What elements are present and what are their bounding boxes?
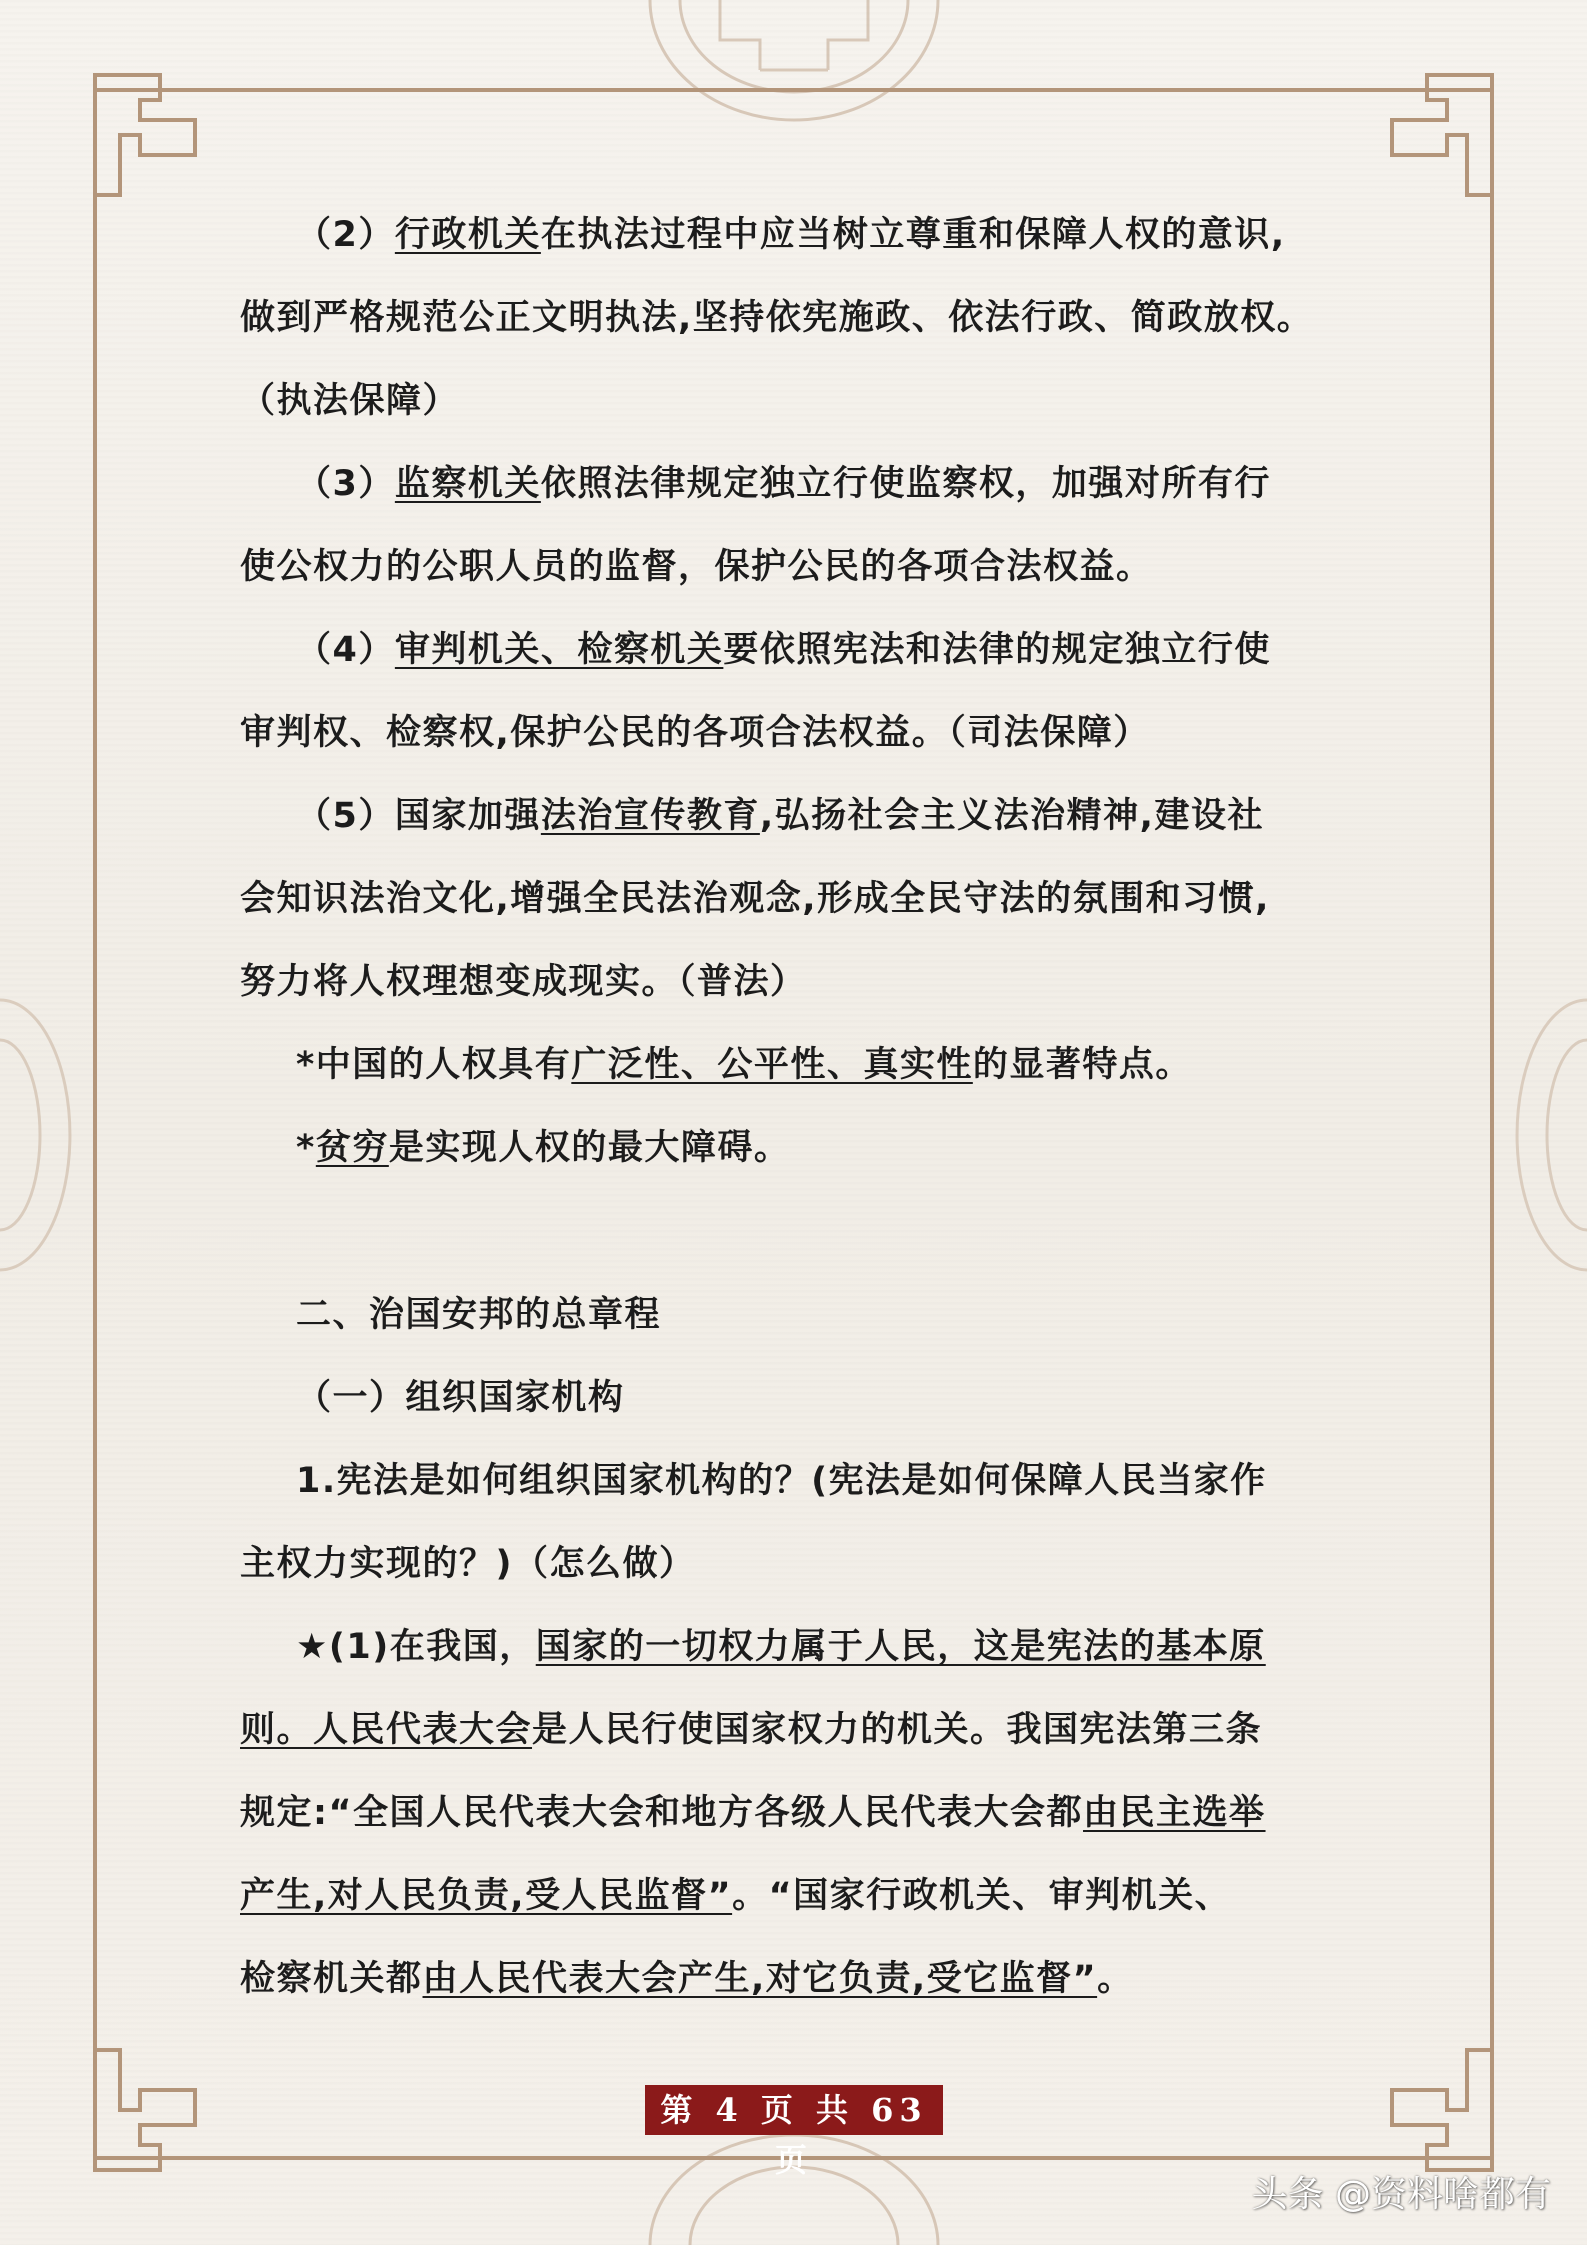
a1-line1 <box>296 1622 1266 1672</box>
p5-line2: 会知识法治文化,增强全民法治观念,形成全民守法的氛围和习惯, <box>240 879 1270 919</box>
p3-key-term: 监察机关 <box>394 464 541 504</box>
a1-quote-start: 规定:“全国人民代表大会和地方各级人民代表大会都 <box>240 1793 1084 1833</box>
p2-line3: （执法保障） <box>240 381 460 421</box>
p5-line1 <box>296 791 1264 841</box>
p4-number: （4） <box>296 630 395 670</box>
p5-line3: 努力将人权理想变成现实。（普法） <box>240 962 807 1002</box>
a1-line4 <box>240 1871 1231 1921</box>
note1-key-term: 广泛性、公平性、真实性 <box>571 1045 973 1085</box>
note1-end: 的显著特点。 <box>972 1045 1192 1085</box>
note-human-rights-features <box>296 1040 1192 1090</box>
note2-asterisk: * <box>296 1128 316 1168</box>
a1-responsibility: 产生,对人民负责,受人民监督” <box>240 1876 733 1916</box>
a1-supervision: 由人民代表大会产生,对它负责,受它监督” <box>422 1959 1098 1999</box>
a1-principle: 国家的一切权力属于人民，这是宪法的基本原 <box>535 1627 1266 1667</box>
top-medallion <box>650 0 938 120</box>
watermark: 头条 @资料啥都有 <box>1251 2174 1551 2215</box>
note1-text: *中国的人权具有 <box>296 1045 572 1085</box>
a1-organs: 检察机关都 <box>240 1959 423 1999</box>
p4-line2: 审判权、检察权,保护公民的各项合法权益。（司法保障） <box>240 713 1150 753</box>
page-number-label: 第 4 页 共 63 页 <box>645 2085 943 2135</box>
a1-text: 是人民行使国家权力的机关。我国宪法第三条 <box>532 1710 1263 1750</box>
p2-text: 在执法过程中应当树立尊重和保障人权的意识, <box>540 215 1286 255</box>
section-title: 二、治国安邦的总章程 <box>296 1295 662 1335</box>
a1-line2 <box>240 1705 1262 1755</box>
p2-line2: 做到严格规范公正文明执法,坚持依宪施政、依法行政、简政放权。 <box>240 298 1314 338</box>
p3-text: 依照法律规定独立行使监察权，加强对所有行 <box>540 464 1271 504</box>
a1-end: 。 <box>1097 1959 1134 1999</box>
p5-text-start: （5）国家加强 <box>296 796 541 836</box>
p4-key-term: 审判机关、检察机关 <box>394 630 724 670</box>
q1-line1: 1.宪法是如何组织国家机构的？(宪法是如何保障人民当家作 <box>296 1461 1267 1501</box>
a1-quote-2: 。“国家行政机关、审判机关、 <box>732 1876 1232 1916</box>
p5-text: ,弘扬社会主义法治精神,建设社 <box>759 796 1264 836</box>
p2-number: （2） <box>296 215 395 255</box>
p3-line2: 使公权力的公职人员的监督，保护公民的各项合法权益。 <box>240 547 1153 587</box>
a1-line5 <box>240 1954 1134 2004</box>
p2-key-term: 行政机关 <box>394 215 541 255</box>
a1-lead: ★(1)在我国， <box>296 1627 536 1667</box>
p3-number: （3） <box>296 464 395 504</box>
p2-line1 <box>296 210 1286 260</box>
a1-line3 <box>240 1788 1266 1838</box>
p4-text: 要依照宪法和法律的规定独立行使 <box>723 630 1271 670</box>
a1-npc: 则。人民代表大会 <box>240 1710 533 1750</box>
note2-text: 是实现人权的最大障碍。 <box>388 1128 791 1168</box>
note-poverty <box>296 1123 790 1173</box>
p5-key-term: 法治宣传教育 <box>540 796 760 836</box>
p3-line1 <box>296 459 1271 509</box>
a1-election: 由民主选举 <box>1083 1793 1266 1833</box>
p4-line1 <box>296 625 1271 675</box>
note2-key-term: 贫穷 <box>315 1128 389 1168</box>
left-medallion <box>0 1000 70 1270</box>
subsection-title: （一）组织国家机构 <box>296 1378 625 1418</box>
q1-line2: 主权力实现的？)（怎么做） <box>240 1544 696 1584</box>
right-medallion <box>1517 1000 1587 1270</box>
